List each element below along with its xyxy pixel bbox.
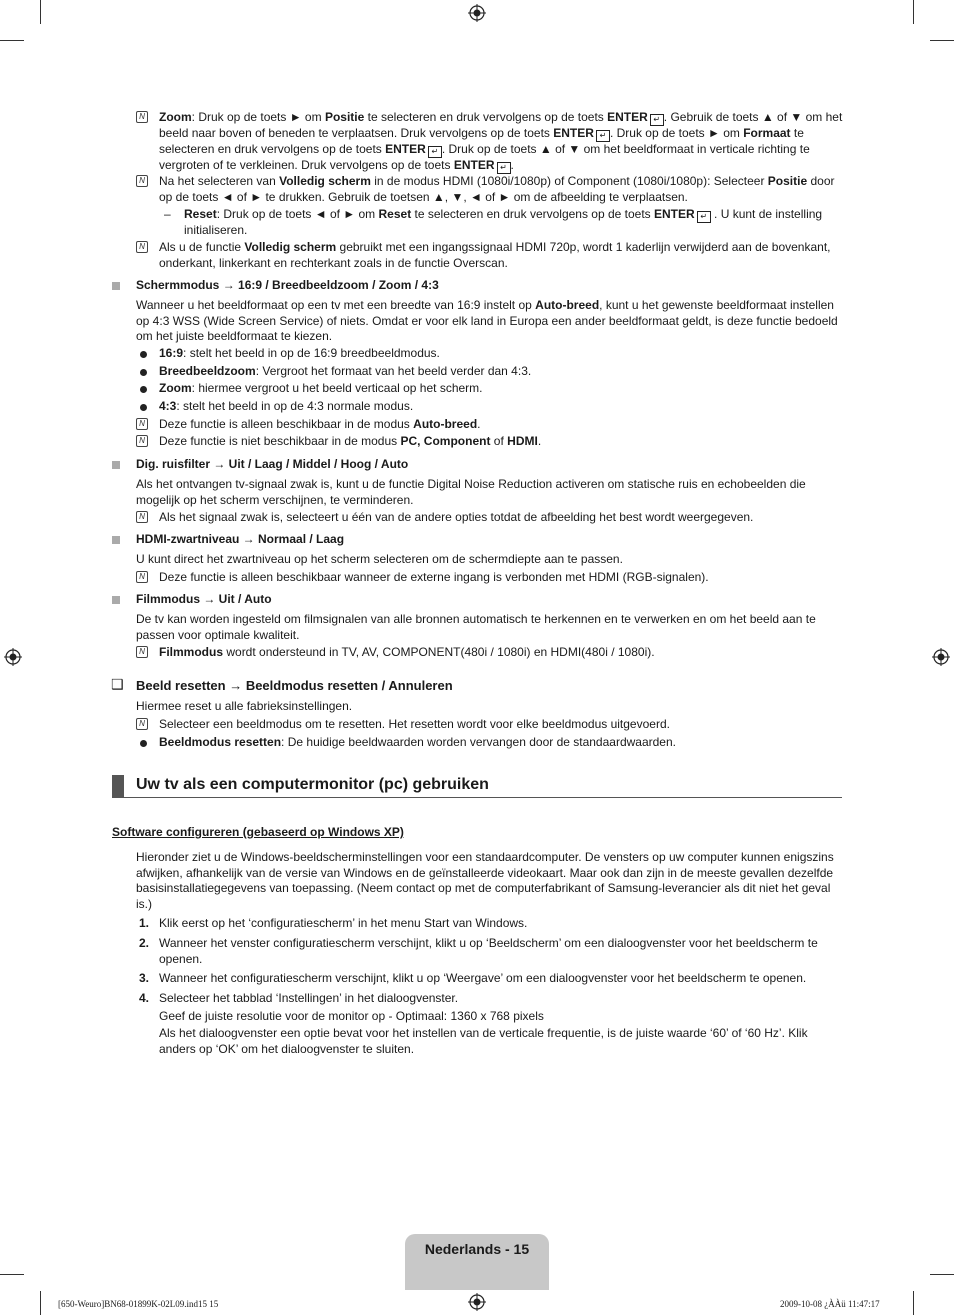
list-item: 4:3: stelt het beeld in op de 4:3 normale modus. <box>136 399 842 415</box>
step-item: 2. Wanneer het venster configuratiescherm verschijnt, klikt u op ‘Beeldscherm’ om een dialoogvenster voor het beeldscherm te openen. <box>139 936 818 966</box>
step4-frequency: Als het dialoogvenster een optie bevat voor het instellen van de verticale frequentie, is de juiste waarde ‘60’ of ‘60 Hz’. Klik anders op ‘OK’ om het dialoogvenster te sluiten. <box>159 1026 808 1056</box>
step-item: 3. Wanneer het configuratiescherm verschijnt, klikt u op ‘Weergave’ om een dialoogvenster voor het beeldscherm te openen. <box>139 971 807 985</box>
crop-mark <box>913 0 914 24</box>
reset-item <box>164 207 848 239</box>
bullet-dot <box>140 351 147 358</box>
note-icon: N <box>136 175 148 187</box>
step-item: 1. Klik eerst op het ‘configuratiescherm’ in het menu Start van Windows. <box>139 916 528 930</box>
crop-mark <box>0 40 24 41</box>
enter-key-icon: ↵ <box>650 114 664 126</box>
section-title-filmmodus: Filmmodus → Uit / Auto <box>136 592 272 606</box>
registration-mark-icon <box>4 648 22 666</box>
bullet-dot <box>140 740 147 747</box>
note-text: Na het selecteren van Volledig scherm in de modus HDMI (1080i/1080p) of Component (1080i/1080p): Selecteer Positie door op de toets ◄ of ► te drukken. Gebruik de toetsen ▲, ▼, ◄ of ► om de afbeelding te verplaatsen. <box>159 174 835 204</box>
note-zoom <box>136 110 848 174</box>
crop-mark <box>40 1291 41 1315</box>
section-title-schermmodus: Schermmodus → 16:9 / Breedbeeldzoom / Zoom / 4:3 <box>136 278 439 292</box>
bullet-dot <box>140 386 147 393</box>
enter-key-icon: ↵ <box>697 211 711 223</box>
crop-mark <box>930 40 954 41</box>
note-auto-breed: N Deze functie is alleen beschikbaar in de modus Auto-breed. <box>136 417 848 433</box>
list-item: Breedbeeldzoom: Vergroot het formaat van het beeld verder dan 4:3. <box>136 364 842 380</box>
section-bullet <box>112 536 120 544</box>
schermmodus-intro: Wanneer u het beeldformaat op een tv met een breedte van 16:9 instelt op Auto-breed, kunt u het gewenste beeldformaat instellen op 4:3 WSS (Wide Screen Service) of niets. Omdat er voor elk land in Europa een ander beeldformaat geldt, is deze functie bedoeld om het juiste beeldformaat te kiezen. <box>136 298 838 343</box>
filmmodus-intro: De tv kan worden ingesteld om filmsignalen van alle bronnen automatisch te herkennen en te verwerken en om het beeld aan te passen voor optimale kwaliteit. <box>136 612 816 642</box>
list-item: Beeldmodus resetten: De huidige beeldwaarden worden vervangen door de standaardwaarden. <box>136 735 842 751</box>
beeld-resetten-intro: Hiermee reset u alle fabrieksinstellingen. <box>136 699 353 713</box>
page-number: Nederlands - 15 <box>424 1241 530 1257</box>
note-icon: N <box>136 511 148 523</box>
section-title-beeld-resetten: Beeld resetten → Beeldmodus resetten / Annuleren <box>136 678 453 693</box>
note-filmmodus: N Filmmodus wordt ondersteund in TV, AV, COMPONENT(480i / 1080i) en HDMI(480i / 1080i). <box>136 645 848 661</box>
section-bullet <box>112 282 120 290</box>
heading-rule <box>112 797 842 798</box>
enter-key-icon: ↵ <box>596 130 610 142</box>
note-icon: N <box>136 718 148 730</box>
note-icon: N <box>136 435 148 447</box>
ruisfilter-intro: Als het ontvangen tv-signaal zwak is, kunt u de functie Digital Noise Reduction activeren om statische ruis en echobeelden die mogelijk op het scherm verschijnen, te verminderen. <box>136 477 806 507</box>
crop-mark <box>930 1274 954 1275</box>
note-beeld-resetten: N Selecteer een beeldmodus om te resetten. Het resetten wordt voor elke beeldmodus uitgevoerd. <box>136 717 848 733</box>
page-heading: Uw tv als een computermonitor (pc) gebruiken <box>136 776 489 793</box>
note-icon: N <box>136 418 148 430</box>
dash-bullet: – <box>164 207 171 221</box>
list-item: 16:9: stelt het beeld in op de 16:9 breedbeeldmodus. <box>136 346 842 362</box>
note-text: Als u de functie Volledig scherm gebruikt met een ingangssignaal HDMI 720p, wordt 1 kaderlijn verwijderd aan de bovenkant, onderkant, linkerkant en rechterkant zoals in de functie Overscan. <box>159 240 831 270</box>
print-slug-left: [650-Weuro]BN68-01899K-02L09.ind15 15 <box>58 1299 219 1309</box>
section-bullet <box>112 461 120 469</box>
subheading: Software configureren (gebaseerd op Windows XP) <box>112 825 404 839</box>
note-pc-component: N Deze functie is niet beschikbaar in de modus PC, Component of HDMI. <box>136 434 848 450</box>
heading-marker <box>112 775 124 797</box>
note-hdmi-720p <box>136 240 848 271</box>
note-ruisfilter: N Als het signaal zwak is, selecteert u één van de andere opties totdat de afbeelding het best wordt weergegeven. <box>136 510 848 526</box>
crop-mark <box>913 1291 914 1315</box>
step4-resolution: Geef de juiste resolutie voor de monitor op - Optimaal: 1360 x 768 pixels <box>159 1009 544 1023</box>
crop-mark <box>40 0 41 24</box>
note-icon: N <box>136 111 148 123</box>
registration-mark-icon <box>932 648 950 666</box>
registration-mark-icon <box>468 1293 486 1311</box>
step-item: 4. Selecteer het tabblad ‘Instellingen’ in het dialoogvenster. <box>139 991 459 1005</box>
checkbox-bullet-icon: ❑ <box>111 676 124 692</box>
note-icon: N <box>136 646 148 658</box>
note-text: Zoom: Druk op de toets ► om Positie te selecteren en druk vervolgens op de toets ENTER ↵ . Gebruik de toets ▲ of ▼ om het beeld naar boven of beneden te verplaatsen. Druk vervolgens op de toets ENTER ↵ . Druk op de toets ► om Formaat te selecteren en druk vervolgens op de toets ENTER ↵ . Druk op de toets ▲ of ▼ om het beeldformaat in verticale richting te vergroten of te verkleinen. Druk vervolgens op de toets ENTER ↵ . <box>159 110 843 172</box>
note-hdmi: N Deze functie is alleen beschikbaar wanneer de externe ingang is verbonden met HDMI (RGB-signalen). <box>136 570 848 586</box>
note-volledig-scherm <box>136 174 848 205</box>
section-title-hdmi-zwartniveau: HDMI-zwartniveau → Normaal / Laag <box>136 532 345 546</box>
note-icon: N <box>136 241 148 253</box>
enter-key-icon: ↵ <box>497 162 511 174</box>
bullet-dot <box>140 404 147 411</box>
section-bullet <box>112 596 120 604</box>
crop-mark <box>0 1274 24 1275</box>
bullet-dot <box>140 369 147 376</box>
list-item: Zoom: hiermee vergroot u het beeld verticaal op het scherm. <box>136 381 842 397</box>
note-icon: N <box>136 571 148 583</box>
print-slug-right: 2009-10-08 ¿ÀÀü 11:47:17 <box>780 1299 880 1309</box>
reset-text: Reset: Druk op de toets ◄ of ► om Reset te selecteren en druk vervolgens op de toets ENTER ↵ . U kunt de instelling initialiseren. <box>184 207 823 237</box>
software-intro: Hieronder ziet u de Windows-beeldscherminstellingen voor een standaardcomputer. De vensters op uw computer kunnen enigszins afwijken, afhankelijk van de versie van Windows en de geïnstalleerde videokaart. Maar ook dan zijn in de meeste gevallen dezelfde basisinstallatiegegevens van toepassing. (Neem contact op met de computerfabrikant of Samsung-leverancier als dit niet het geval is.) <box>136 850 834 911</box>
section-title-ruisfilter: Dig. ruisfilter → Uit / Laag / Middel / Hoog / Auto <box>136 457 409 471</box>
registration-mark-icon <box>468 4 486 22</box>
enter-key-icon: ↵ <box>428 146 442 158</box>
hdmi-intro: U kunt direct het zwartniveau op het scherm selecteren om de schermdiepte aan te passen. <box>136 552 623 566</box>
